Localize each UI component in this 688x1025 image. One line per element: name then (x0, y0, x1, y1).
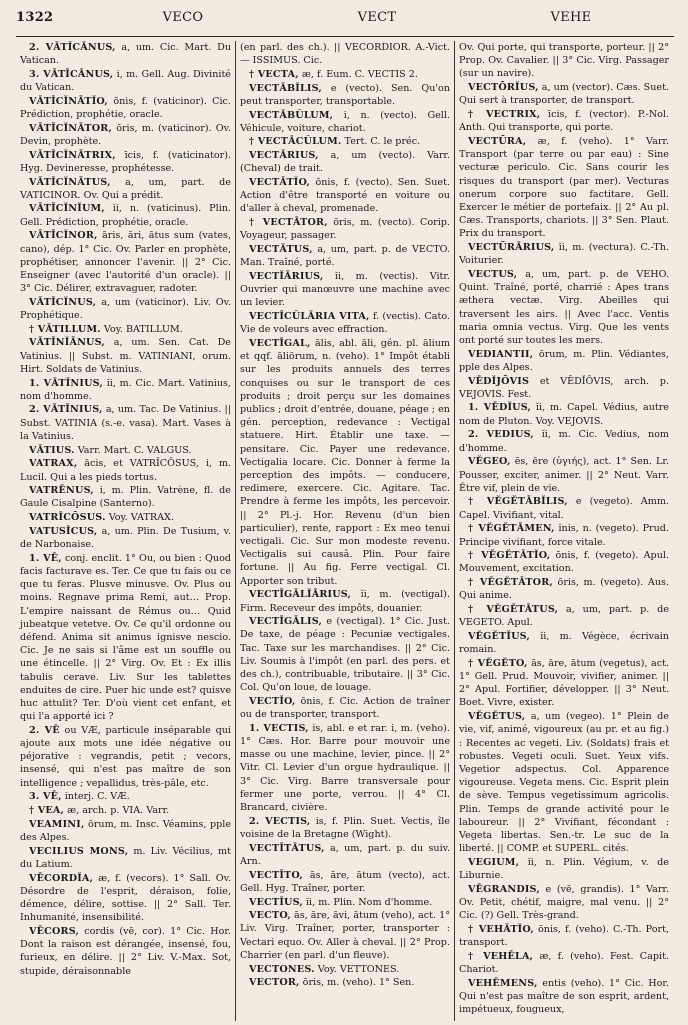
entry-headword: † VĀTILLUM. (29, 323, 101, 335)
entry-headword: VECTUS, (468, 268, 518, 280)
entry-definition: (en parl. des ch.). || VECORDIOR. A.-Vict. — ISSIMUS. Cic. (240, 42, 450, 67)
dictionary-entry (240, 82, 450, 108)
entry-headword: † VEHĀTĬO, (468, 923, 534, 935)
entry-headword: VĒCORDĬA, (29, 872, 94, 884)
entry-headword: † VECTA, (249, 68, 299, 80)
page-number: 1322 (16, 10, 54, 25)
dictionary-entry (459, 81, 669, 107)
dictionary-entry (240, 842, 450, 868)
dictionary-entry (240, 41, 450, 67)
dictionary-entry (459, 977, 669, 1017)
column-left (16, 41, 235, 1021)
dictionary-entry (459, 549, 669, 575)
dictionary-entry (459, 135, 669, 241)
dictionary-entry (20, 122, 231, 148)
entry-headword: VĀTĪCĬNĀTUS, (29, 176, 111, 188)
dictionary-entry (459, 268, 669, 347)
dictionary-entry (459, 108, 669, 134)
entry-definition: ĭi, m. Cic. Vedius, nom d'homme. (459, 429, 669, 454)
entry-definition: a, um, part. p. de VECTO. Man. Traîné, porté. (240, 244, 450, 269)
entry-definition: ōris, m. (vegeto). Aus. Qui anime. (459, 577, 669, 602)
entry-definition: ĭi, m. (vectigal). Firm. Receveur des impôts, douanier. (240, 589, 450, 614)
dictionary-entry (240, 216, 450, 242)
dictionary-entry (240, 909, 450, 962)
entry-definition: e (vectigal). 1° Cic. Just. De taxe, de péage : Pecuniæ vectigales. Tac. Taxe sur les marchandises. || 2° Cic. Liv. Soumis à l'impôt (en parl. des pers. et des ch.), contribuable, tributaire. || 3° Cic. Col. Qu'on loue, de louage. (240, 616, 450, 694)
entry-definition: ōris, m. (vaticinor). Ov. Devin, prophète. (20, 122, 231, 147)
dictionary-entry (240, 815, 450, 841)
entry-definition: Voy. VETTONES. (317, 963, 400, 975)
entry-definition: ou VÆ, particule inséparable qui ajoute aux mots une idée négative ou péjorative : vegrandis, petit ; vecors, insensé, qui n'est pas maître de son intelligence ; vepallidus, très-pâle, etc. (20, 724, 231, 789)
entry-headword: VECTĪCŬLĀRIA VITA, (249, 311, 370, 323)
entry-definition: ōnis, f. (vaticinor). Cic. Prédiction, prophétie, oracle. (20, 95, 231, 121)
dictionary-entry (459, 856, 669, 882)
entry-definition: ōnis, f. Cic. Action de traîner ou de transporter, transport. (240, 695, 450, 721)
entry-definition: ĭi, m. Végèce, écrivain romain. (459, 630, 669, 656)
entry-definition: cordis (vē, cor). 1° Cic. Hor. Dont la raison est dérangée, insensé, fou, furieux, en délire. || 2° Liv. V.-Max. Sot, stupide, déraisonnable (20, 925, 231, 977)
entry-definition: e (vē, grandis). 1° Varr. Ov. Petit, chétif, maigre, mal venu. || 2° Cic. (?) Gell. Très-grand. (459, 883, 669, 922)
dictionary-entry (459, 428, 669, 454)
entry-definition: a, um (vaticinor). Liv. Ov. Prophétique. (20, 296, 231, 322)
entry-definition: ōrum, m. Plin. Védiantes, pple des Alpes. (459, 348, 669, 373)
entry-definition: a, um (vector). Cæs. Suet. Qui sert à transporter, de transport. (459, 82, 669, 107)
dictionary-entry (20, 336, 231, 376)
entry-definition: f. (vectis). Cato. Vie de voleurs avec effraction. (240, 311, 450, 336)
entry-definition: e (vecto). Sen. Qu'on peut transporter, transportable. (240, 82, 450, 107)
dictionary-entry (20, 511, 231, 524)
dictionary-entry (240, 310, 450, 336)
entry-definition: i, m. Gell. Aug. Divinité du Vatican. (20, 68, 231, 94)
entry-headword: † VĔGĔTĀTĬO, (468, 550, 551, 562)
entry-headword: 3. VĀTĪCĀNUS, (29, 68, 114, 80)
dictionary-entry (20, 804, 231, 817)
entry-headword: VĀTĪNĬĀNUS, (29, 337, 105, 349)
entry-headword: 1. VĒ, (29, 552, 62, 564)
entry-definition: Voy. BATILLUM. (103, 323, 183, 335)
entry-definition: is, f. Plin. Suet. Vectis, île voisine de la Bretagne (Wight). (240, 815, 450, 840)
entry-headword: † VECTĀTOR, (249, 217, 328, 229)
entry-headword: VĔGĔTĬUS, (468, 630, 530, 642)
entry-definition: a, um. Plin. De Tusium, v. de Narbonaise. (20, 525, 231, 551)
entry-definition: æ, f. (veho). 1° Varr. Transport (par terre ou par eau) : Sine vecturæ periculo. Cic. Sans courir les risques du transport (par mer). Vecturas onerum corpore suo factitare. Gell. Exercer le métier de portefaix. || 2° Au pl. Cæs. Transports, chariots. || 3° Sen. Plaut. Prix du transport. (459, 135, 669, 240)
dictionary-entry (20, 552, 231, 724)
dictionary-entry (459, 923, 669, 949)
entry-definition: ēs, ēre (ὑγιής), act. 1° Sen. Lr. Pousser, exciter, animer. || 2° Neut. Varr. Être vif, plein de vie. (459, 456, 669, 494)
entry-definition: ĭi, n. Plin. Végium, v. de Liburnie. (459, 856, 669, 882)
entry-definition: a, um (vecto). Varr. (Cheval) de trait. (240, 150, 450, 175)
entry-headword: 2. VECTIS, (249, 815, 311, 827)
dictionary-entry (20, 68, 231, 94)
entry-definition: i, m. Plin. Vatrène, fl. de Gaule Cisalpine (Santerno). (20, 485, 231, 510)
dictionary-entry (20, 323, 231, 336)
entry-headword: VĀTĪCĬNOR, (29, 230, 98, 242)
dictionary-entry (240, 615, 450, 694)
page-header (16, 10, 674, 37)
entry-headword: 1. VECTIS, (249, 722, 309, 734)
dictionary-entry (240, 176, 450, 216)
dictionary-entry (20, 484, 231, 510)
entry-headword: VĀTĪCĬNĀTĬO, (29, 95, 108, 107)
entry-definition: ĭi, m. Cic. Mart. Vatinius, nom d'homme. (20, 377, 231, 402)
dictionary-entry (459, 41, 669, 81)
entry-definition: ĭi, m. Plin. Nom d'homme. (305, 896, 433, 908)
dictionary-entry (459, 630, 669, 656)
entry-definition: ĭi, m. Capel. Védius, autre nom de Pluton. Voy. VEJOVIS. (459, 402, 669, 427)
entry-definition: Voy. VATRAX. (108, 512, 174, 524)
dictionary-entry (240, 109, 450, 135)
entry-headword: VECILIUS MONS, (29, 845, 129, 857)
entry-definition: īcis, f. (vaticinator). Hyg. Devineresse, prophétesse. (20, 149, 231, 174)
entry-definition: a, um (vegeo). 1° Plein de vie, vif, animé, vigoureux (au pr. et au fig.) : Recentes ac vegeti. Liv. (Soldats) frais et robustes. Vegeti oculi. Suet. Yeux vifs. Vegetior adspectus. Col. Apparence vigoureuse. Vegeta mens. Cic. Esprit plein de sève. Tempus vegetissimum agricolis. Plin. Temps de grande activité pour le laboureur. || 2° Vivifiant, fécondant : Vegeta libertas. Sen.-tr. Le suc de la liberté. || COMP. et SUPERL. cités. (459, 711, 669, 855)
dictionary-entry (240, 722, 450, 814)
entry-definition: ōris, m. (vecto). Corip. Voyageur, passager. (240, 217, 450, 242)
dictionary-entry (20, 176, 231, 202)
entry-headword: 1. VĀTĪNIUS, (29, 377, 103, 389)
entry-headword: VĀTĪCĬNUS, (29, 296, 97, 308)
dictionary-entry (459, 401, 669, 427)
entry-headword: 2. VĀTĪCĀNUS, (29, 42, 116, 53)
entry-headword: † VĔGĔTĀTUS, (468, 604, 559, 616)
entry-definition: ōrum, m. Insc. Véamins, pple des Alpes. (20, 818, 231, 843)
dictionary-entry (20, 296, 231, 322)
entry-definition: æ, f. (veho). Fest. Capit. Chariot. (459, 950, 669, 976)
entry-headword: VECTĬO, (249, 695, 296, 707)
dictionary-entry (459, 522, 669, 548)
entry-definition: ĭi, m. (vectura). C.-Th. Voiturier. (459, 242, 669, 267)
entry-definition: et VĒDĬŌVIS, arch. p. VEJOVIS. Fest. (459, 375, 669, 400)
dictionary-entry (240, 68, 450, 81)
dictionary-entry (240, 976, 450, 989)
dictionary-entry (20, 790, 231, 803)
entry-headword: VECTONES. (249, 963, 315, 975)
dictionary-entry (240, 243, 450, 269)
entry-definition: Tert. C. le préc. (344, 136, 421, 148)
entry-definition: īcis, f. (vector). P.-Nol. Anth. Qui transporte, qui porte. (459, 109, 669, 134)
entry-headword: VATRĒNUS, (29, 485, 94, 497)
entry-definition: conj. enclit. 1° Ou, ou bien : Quod facis facturave es. Ter. Ce que tu fais ou ce que tu feras. Plusve minusve. Ov. Plus ou moins. Regnave prima Remi, aut… Prop. L'empire naissant de Rémus ou… Quid jubeatque vetetve. Ov. Ce qu'il ordonne ou défend. Anima sit animus ignisve nescio. Cic. Je ne sais si l'âme est un souffle ou une étincelle. || 2° Virg. Ov. Et : Ex illis tabulis cerave. Liv. Sur les tablettes enduites de cire. Puer hic unde est? quisve huc attulit? Ter. D'où vient cet enfant, et qui l'a apporté ici ? (20, 552, 231, 723)
entry-definition: ācis, et VATRĪCŌSUS, i, m. Lucil. Qui a les pieds tortus. (20, 458, 231, 483)
entry-definition: æ, arch. p. VIA. Varr. (67, 805, 170, 817)
dictionary-entry (20, 444, 231, 457)
entry-headword: † VECTĀCŬLUM. (249, 136, 342, 148)
entry-headword: VECTĀTĬO, (249, 177, 311, 189)
entry-headword: VEGIUM, (468, 856, 520, 868)
column-middle (235, 41, 454, 1021)
dictionary-entry (459, 375, 669, 401)
dictionary-entry (20, 403, 231, 443)
dictionary-entry (459, 657, 669, 710)
entry-headword: VECTŪRĀRIUS, (468, 242, 555, 254)
entry-headword: VECTĪGAL, (249, 337, 311, 349)
entry-definition: ĭi, n. (vaticinus). Plin. Gell. Prédiction, prophétie, oracle. (20, 203, 231, 228)
guide-word-left: VECO (162, 10, 204, 25)
dictionary-entry (459, 950, 669, 976)
dictionary-entry (20, 925, 231, 978)
dictionary-entry (240, 588, 450, 614)
entry-definition: a, um. Cic. Mart. Du Vatican. (20, 42, 231, 67)
entry-definition: Ov. Qui porte, qui transporte, porteur. || 2° Prop. Ov. Cavalier. || 3° Cic. Virg. Passager (sur un navire). (459, 42, 669, 80)
entry-definition: ōnis, f. (vecto). Sen. Suet. Action d'être transporté en voiture ou d'aller à cheval, promenade. (240, 177, 450, 215)
entry-headword: VATRAX, (29, 458, 78, 470)
dictionary-entry (459, 348, 669, 374)
dictionary-entry (20, 872, 231, 925)
dictionary-entry (20, 724, 231, 790)
entry-headword: VECTŪRA, (468, 135, 527, 147)
dictionary-entry (20, 229, 231, 295)
dictionary-entry (240, 337, 450, 588)
dictionary-entry (20, 377, 231, 403)
entry-definition: a, um. Tac. De Vatinius. || Subst. VATINIA (s.-e. vasa). Mart. Vases à la Vatinius. (20, 404, 232, 442)
entry-headword: † VĔGĔTĀMEN, (468, 523, 555, 535)
entry-headword: VĀTĪCĬNĬUM, (29, 203, 105, 215)
entry-headword: VECTĀRIUS, (249, 150, 319, 162)
entry-headword: VEAMINI, (29, 818, 85, 830)
entry-definition: ōnis, f. (veho). C.-Th. Port, transport. (459, 923, 670, 949)
entry-headword: VEDIANTII, (468, 348, 534, 360)
entry-headword: VECTOR, (249, 977, 300, 989)
entry-headword: VECTĪGĀLIS, (249, 616, 323, 628)
entry-headword: VECTO, (249, 910, 291, 922)
entry-definition: Varr. Mart. C. VALGUS. (77, 444, 192, 456)
entry-headword: † VĔGĔTĀBĬLIS, (468, 496, 568, 508)
entry-definition: āris, āri, ātus sum (vates, cano), dép. 1° Cic. Ov. Parler en prophète, prophétiser, annoncer l'avenir. || 2° Cic. Enseigner (avec l'autorité d'un oracle). || 3° Cic. Délirer, extravaguer, radoter. (20, 230, 231, 295)
entry-definition: æ, f. Eum. C. VECTIS 2. (301, 68, 418, 80)
dictionary-entry (20, 202, 231, 228)
dictionary-entry (459, 455, 669, 495)
entry-headword: † VĔGĔTĀTOR, (468, 577, 553, 589)
dictionary-entry (240, 869, 450, 895)
entry-definition: ĭnis, n. (vegeto). Prud. Principe vivifiant, force vitale. (459, 523, 669, 548)
dictionary-entry (240, 963, 450, 976)
entry-headword: 2. VEDIUS, (468, 429, 534, 441)
dictionary-entry (459, 883, 669, 923)
entry-headword: VĔGĔTUS, (468, 711, 526, 723)
dictionary-entry (20, 149, 231, 175)
entry-definition: a, um, part. de VATICINOR. Ov. Qui a prédit. (20, 176, 231, 201)
entry-headword: † VEHĒLA, (468, 950, 534, 962)
entry-definition: interj. C. VÆ. (64, 791, 130, 803)
entry-headword: VECTĀTUS, (249, 244, 313, 256)
entry-definition: ās, āre, āvi, ātum (veho), act. 1° Liv. Virg. Traîner, porter, transporter : Vectari equo. Ov. Aller à cheval. || 2° Prop. Charrier (en parl. d'un fleuve). (240, 910, 450, 961)
dictionary-entry (20, 457, 231, 483)
entry-definition: ĭi, m. (vectis). Vitr. Ouvrier qui manœuvre une machine avec un levier. (240, 270, 450, 309)
entry-headword: VECTŌRĬUS, (468, 82, 539, 94)
entry-headword: VECTĪTĀTUS, (249, 842, 325, 854)
entry-definition: ōris, m. (veho). 1° Sen. (302, 977, 415, 989)
entry-definition: a, um. Sen. Cat. De Vatinius. || Subst. m. VATINIANI, orum. Hirt. Soldats de Vatinius. (20, 337, 231, 375)
dictionary-entry (20, 525, 231, 551)
entry-definition: a, um, part. p. du suiv. Arn. (240, 842, 450, 867)
dictionary-entry (240, 695, 450, 721)
entry-headword: 1. VĒDĬUS, (468, 402, 532, 414)
entry-headword: VĒDĬJŌVIS (468, 375, 530, 387)
entry-headword: VĒGRANDIS, (468, 883, 540, 895)
dictionary-entry (240, 896, 450, 909)
entry-headword: VĀTĪCĬNĀTRIX, (29, 149, 116, 161)
entry-definition: a, um, part. p. de VEGETO. Apul. (459, 604, 669, 629)
entry-headword: VĀTĪCĬNĀTOR, (29, 122, 113, 134)
entry-headword: VECTĪGĀLĬĀRIUS, (249, 589, 352, 601)
entry-headword: VECTĬĀRIUS, (249, 270, 324, 282)
column-right (454, 41, 673, 1021)
dictionary-entry (20, 845, 231, 871)
dictionary-entry (459, 710, 669, 855)
entry-headword: VECTĀBŬLUM, (249, 109, 334, 121)
entry-headword: † VECTRIX, (468, 109, 541, 121)
dictionary-entry (20, 95, 231, 121)
entry-definition: i, n. (vecto). Gell. Véhicule, voiture, chariot. (240, 109, 450, 134)
entry-headword: † VĔGĔTO, (468, 657, 528, 669)
dictionary-entry (20, 41, 231, 67)
entry-definition: entis (veho). 1° Cic. Hor. Qui n'est pas maître de son esprit, ardent, impétueux, fougueux, (459, 977, 669, 1016)
dictionary-entry (459, 576, 669, 602)
entry-headword: VECTĪTO, (249, 869, 303, 881)
entry-definition: æ, f. (vecors). 1° Sall. Ov. Désordre de l'esprit, déraison, folie, démence, délire, sottise. || 2° Sall. Ter. Inhumanité, insensibilité. (20, 872, 231, 924)
guide-word-center: VECT (357, 10, 397, 25)
entry-headword: † VEA, (29, 805, 65, 817)
entry-definition: ālis, abl. āli, gén. pl. ālium et qqf. āliōrum, n. (veho). 1° Impôt établi sur les produits annuels des terres conquises ou sur le transport de ces produits ; droit perçu sur les domaines publics ; droit d'entrée, douane, péage ; en gén. perception, redevance : Vectigal statuere. Hirt. Établir une taxe. — pensitare. Cic. Payer une redevance. Vectigalia locare. Cic. Donner à ferme la perception des impôts. — conducere, redimere, exercere. Cic. Agitare. Tac. Prendre à ferme les impôts, les percevoir. || 2° Pl.-j. Hor. Revenu (d'un bien particulier), rente, rapport : Ex meo tenui vectigali. Cic. Sur mon modeste revenu. Vectigalis sui causâ. Plin. Pour faire fortune. || Au fig. Ferre vectigal. Cl. Apporter son tribut. (240, 337, 450, 587)
entry-headword: VEHĒMENS, (468, 977, 538, 989)
entry-definition: ās, āre, ātum (vecto), act. Gell. Hyg. Traîner, porter. (240, 869, 450, 894)
entry-headword: VĀTIUS. (29, 444, 75, 456)
entry-definition: e (vegeto). Amm. Capel. Vivifiant, vital. (459, 496, 669, 521)
guide-word-right: VEHE (550, 10, 592, 25)
entry-headword: VATRĪCŌSUS. (29, 512, 106, 524)
entry-headword: 3. VĒ, (29, 791, 62, 803)
entry-definition: m. Liv. Vécilius, mt du Latium. (20, 845, 231, 870)
columns (16, 41, 674, 1021)
dictionary-entry (20, 818, 231, 844)
entry-headword: VATUSĪCUS, (29, 525, 98, 537)
entry-definition: a, um, part. p. de VEHO. Quint. Traîné, porté, charrié : Apes trans æthera vectæ. Virg. Abeilles qui traversent les airs. || Avec l'acc. Ventis maria omnia vectus. Virg. Que les vents ont porté sur toutes les mers. (459, 268, 669, 346)
entry-headword: VĔGEO, (468, 456, 511, 468)
entry-headword: 2. VĒ (29, 724, 60, 736)
dictionary-entry (459, 241, 669, 267)
entry-headword: VĒCORS, (29, 925, 80, 937)
entry-definition: ās, āre, ātum (vegetus), act. 1° Gell. Prud. Mouvoir, vivifier, animer. || 2° Apul. Fortifier, développer. || 3° Neut. Boet. Vivre, exister. (459, 657, 670, 709)
dictionary-entry (240, 135, 450, 148)
entry-definition: is, abl. e et rar. i, m. (veho). 1° Cæs. Hor. Barre pour mouvoir une masse ou une machine, levier, pince. || 2° Vitr. Cl. Levier d'un orgue hydraulique. || 3° Cic. Virg. Barre transversale pour fermer une porte, verrou. || 4° Cl. Brancard, civière. (240, 722, 450, 814)
dictionary-entry (240, 270, 450, 310)
entry-headword: 2. VĀTĪNIUS, (29, 404, 103, 416)
dictionary-entry (459, 495, 669, 521)
dictionary-entry (459, 603, 669, 629)
entry-headword: VECTĀBĬLIS, (249, 82, 322, 94)
entry-headword: VECTĬUS, (249, 896, 303, 908)
entry-definition: ōnis, f. (vegeto). Apul. Mouvement, excitation. (459, 550, 669, 575)
dictionary-entry (240, 149, 450, 175)
